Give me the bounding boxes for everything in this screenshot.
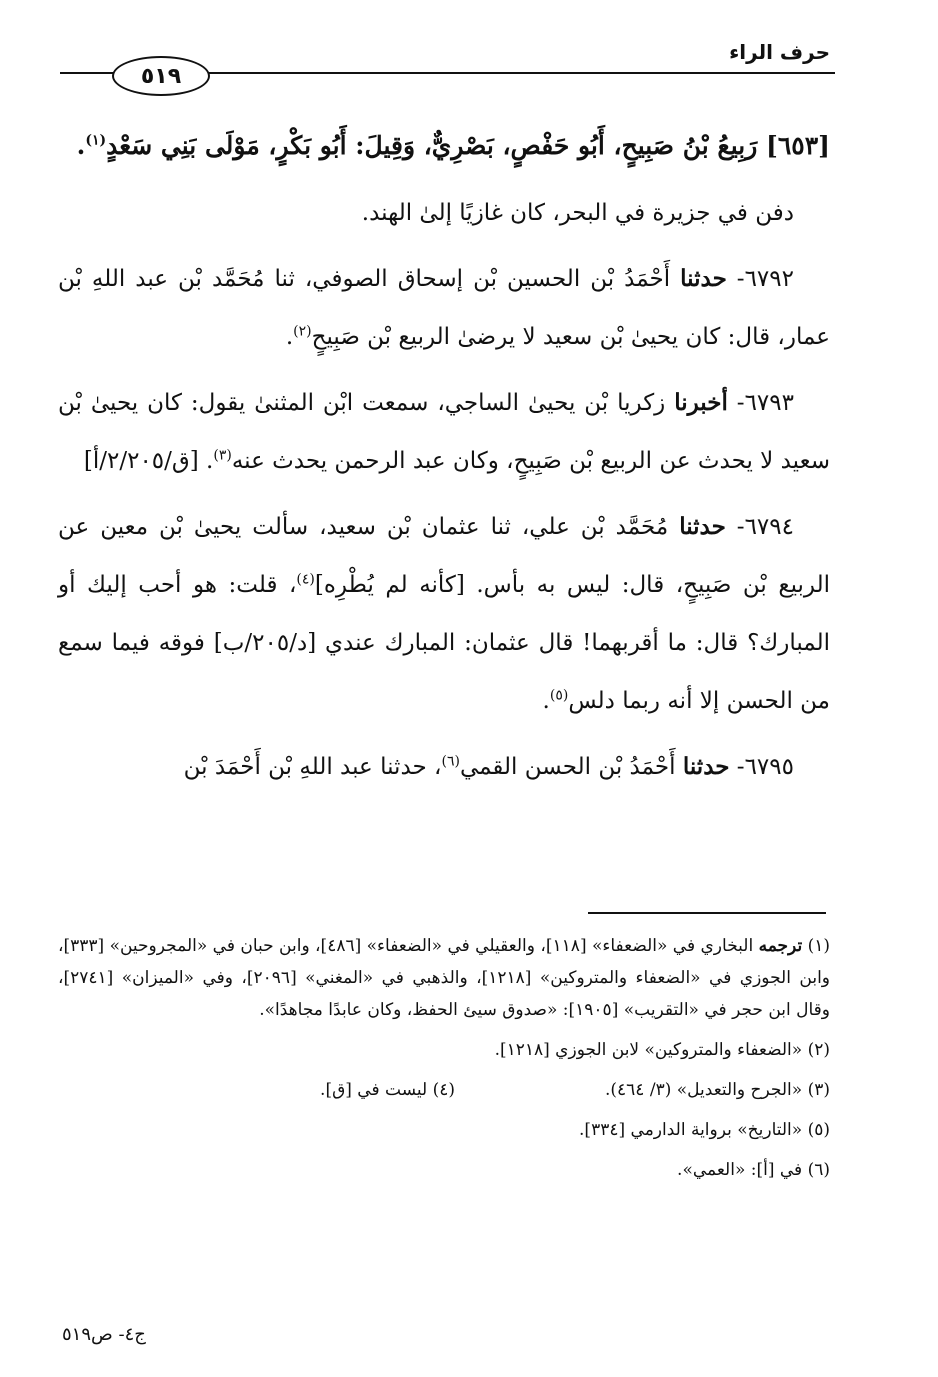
footnote-2: (٢) «الضعفاء والمتروكين» لابن الجوزي [١٢١٨]. [494,1040,830,1060]
paragraph-text: دفن في جزيرة في البحر، كان غازيًا إلىٰ الهند. [361,200,794,226]
footnote-keyword: ترجمه [758,936,803,956]
narration-keyword: أخبرنا [674,389,728,416]
footnote-5: (٥) «التاريخ» برواية الدارمي [٣٣٤]. [579,1120,830,1140]
narration-keyword: حدثنا [680,265,727,292]
narration-keyword: حدثنا [682,753,730,780]
footnote-ref: (٤) [296,571,315,588]
narration-6795 [58,738,830,796]
narration-end: . [ق/٢/٢٠٥/أ] [83,448,214,474]
narration-keyword: حدثنا [679,513,726,540]
narration-text: أَحْمَدُ بْن الحسين بْن إسحاق الصوفي، ثنا مُحَمَّد بْن عبد اللهِ بْن عمار، قال: كان يحيىٰ بْن سعيد لا يرضىٰ الربيع بْن صَبِيحٍ [58,266,830,350]
paragraph-burial [58,184,830,242]
narration-6793 [58,374,830,490]
footnote-3: (٣) «الجرح والتعديل» (٣/ ٤٦٤). [605,1080,830,1100]
footnote-number: (١) [802,936,830,956]
volume-page-reference: ج٤- ص٥١٩ [62,1324,146,1345]
footnote-rule [588,912,826,914]
page-number: ٥١٩ [112,56,210,96]
narration-text: زكريا بْن يحيىٰ الساجي، سمعت ابْن المثنىٰ يقول: كان يحيىٰ بْن سعيد لا يحدث عن الربيع بْن صَبِيحٍ، وكان عبد الرحمن يحدث عنه [58,390,830,474]
footnote-ref: (٢) [293,323,312,340]
narration-text: مُحَمَّد بْن علي، ثنا عثمان بْن سعيد، سألت يحيىٰ بْن معين عن الربيع بْن صَبِيحٍ، قال: ليس به بأس. [كأنه لم يُطْرِه] [58,514,831,598]
narration-number: ٦٧٩٢- [726,266,794,292]
narration-number: ٦٧٩٣- [727,390,794,416]
footnote-text: البخاري في «الضعفاء» [١١٨]، والعقيلي في «الضعفاء» [٤٨٦]، وابن حبان في «المجروحين» [٣٣٣]، وابن الجوزي في «الضعفاء والمتروكين» [١٢١٨]، والذهبي في «المغني» [٢٠٩٦]، وفي «الميزان» [٢٧٤١]، وقال ابن حجر في «التقريب» [١٩٠٥]: «صدوق سيئ الحفظ، وكان عابدًا مجاهدًا». [58,936,831,1020]
footnote-ref: (١) [85,132,107,149]
running-head: حرف الراء [729,40,830,64]
entry-heading-text: [٦٥٣] رَبِيعُ بْنُ صَبِيحٍ، أَبُو حَفْصٍ، بَصْرِيٌّ، وَقِيلَ: أَبُو بَكْرٍ، مَوْلَى بَنِي سَعْدٍ [106,131,830,160]
narration-text: أَحْمَدُ بْن الحسن القمي [459,754,683,780]
narration-text-continued: ، قلت: هو أحب إليك أو المبارك؟ قال: ما أقربهما! قال عثمان: المبارك عندي [د/٢٠٥/ب] فوقه فيما سمع من الحسن إلا أنه ربما دلس [58,572,830,714]
entry-heading [58,118,830,174]
footnote-ref: (٥) [549,687,569,704]
footnotes [58,930,830,1194]
narration-end: . [285,324,294,350]
narration-6794 [58,498,830,730]
narration-6792 [58,250,830,366]
narration-number: ٦٧٩٤- [725,514,794,540]
footnote-row-3-4 [58,1074,830,1106]
narration-text-continued: ، حدثنا عبد اللهِ بْن أَحْمَدَ بْن [183,754,442,780]
footnote-4: (٤) ليست في [ق]. [320,1080,455,1100]
narration-end: . [542,688,550,714]
narration-number: ٦٧٩٥- [729,754,794,780]
footnote-1 [58,930,830,1026]
footnote-ref: (٦) [441,753,460,770]
footnote-ref: (٣) [213,447,232,464]
main-text [58,118,830,804]
heading-end: . [76,131,86,160]
footnote-6: (٦) في [أ]: «العمي». [677,1160,830,1180]
